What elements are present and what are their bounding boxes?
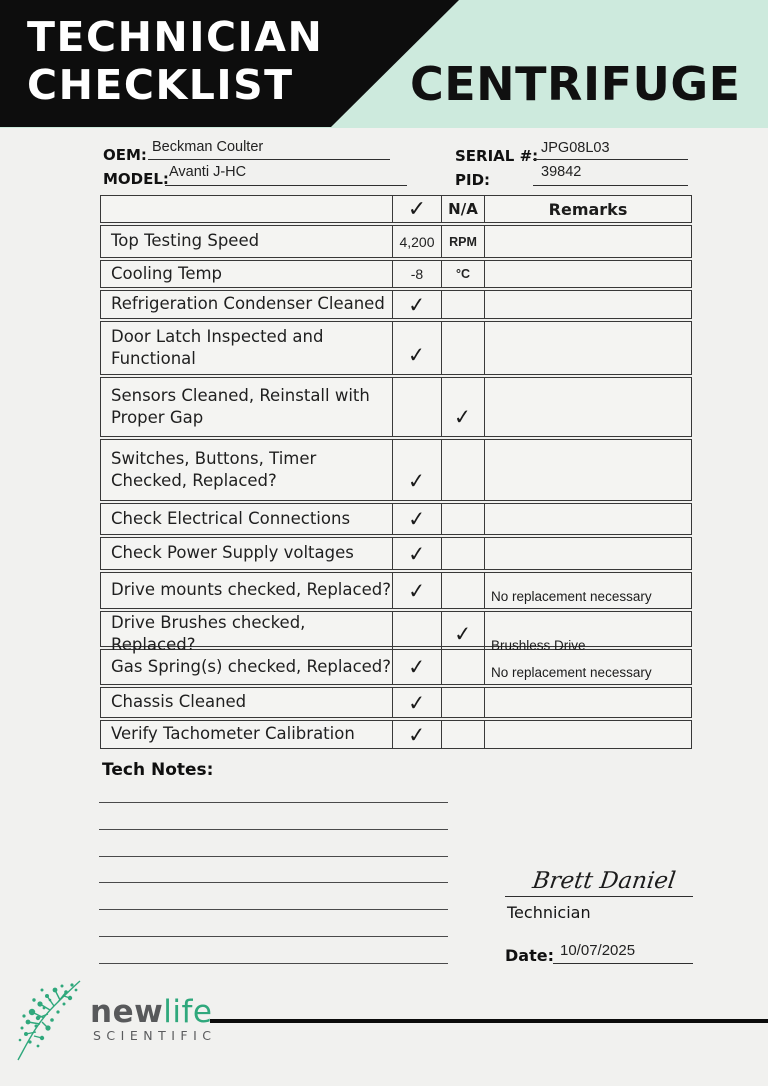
checklist-item-label: Cooling Temp: [101, 261, 393, 287]
checkmark-icon: ✓: [407, 291, 427, 318]
check-cell: [393, 688, 442, 717]
checklist-item-label: Chassis Cleaned: [101, 688, 393, 717]
brand-subtitle: SCIENTIFIC: [93, 1028, 217, 1043]
remarks-header-cell: Remarks: [548, 199, 628, 219]
na-cell: [442, 440, 485, 500]
check-cell: [393, 378, 442, 436]
table-row: [100, 537, 692, 570]
item-header-cell: [101, 196, 393, 222]
na-cell: [442, 261, 485, 287]
table-row: [100, 260, 692, 288]
na-cell: [442, 721, 485, 748]
table-row: [100, 225, 692, 258]
note-blank-line: [99, 909, 448, 910]
leaf-icon: [14, 978, 92, 1062]
check-cell: [393, 538, 442, 569]
table-row: [100, 377, 692, 437]
date-label: Date:: [505, 946, 554, 965]
page-title-line2: CHECKLIST: [27, 61, 294, 109]
remark-cell: [485, 226, 691, 257]
na-cell: [442, 322, 485, 374]
equipment-type-title: CENTRIFUGE: [410, 57, 741, 111]
checklist-item-label: Sensors Cleaned, Reinstall with Proper Gap: [101, 378, 393, 436]
check-cell: [393, 291, 442, 318]
remark-cell: [485, 688, 691, 717]
na-cell: [442, 378, 485, 436]
na-cell: [442, 291, 485, 318]
tech-notes-heading: Tech Notes:: [102, 760, 214, 780]
na-cell: [442, 226, 485, 257]
page-title-line1: TECHNICIAN: [27, 13, 324, 61]
table-row: [100, 503, 692, 535]
na-cell: [442, 688, 485, 717]
model-value: Avanti J-HC: [169, 164, 247, 180]
remark-cell: [485, 504, 691, 534]
remark-cell: Brushless Drive: [491, 637, 586, 653]
check-cell: [393, 721, 442, 748]
remark-cell: [485, 721, 691, 748]
checklist-item-label: Drive Brushes checked, Replaced?: [101, 612, 393, 657]
checkmark-icon: ✓: [407, 540, 427, 567]
brand-name: [90, 994, 212, 1030]
table-row: [100, 611, 692, 655]
checkmark-icon: ✓: [453, 621, 473, 647]
model-label: MODEL:: [103, 170, 169, 188]
checklist-item-label: Door Latch Inspected and Functional: [101, 322, 393, 374]
signature-line: [505, 896, 693, 897]
checklist-item-label: Top Testing Speed: [101, 226, 393, 257]
remark-cell: [485, 261, 691, 287]
remark-cell: [485, 291, 691, 318]
serial-label: SERIAL #:: [455, 147, 539, 165]
note-blank-line: [99, 802, 448, 803]
check-cell: [393, 261, 442, 287]
serial-value: JPG08L03: [541, 140, 610, 156]
checklist-item-label: Refrigeration Condenser Cleaned: [101, 291, 393, 318]
technician-signature: Brett Daniel: [530, 868, 678, 894]
checkmark-icon: ✓: [407, 342, 427, 368]
table-header-row: [100, 195, 692, 223]
na-cell: [442, 504, 485, 534]
measured-value: -8: [410, 266, 424, 282]
brand-name-second: life: [163, 994, 213, 1030]
table-row: [100, 572, 692, 609]
date-line: [553, 963, 693, 964]
check-header-cell: [393, 196, 442, 222]
oem-label: OEM:: [103, 146, 147, 164]
na-cell: [442, 650, 485, 684]
measurement-unit: °C: [455, 267, 471, 281]
remark-cell: No replacement necessary: [491, 665, 652, 680]
checkmark-icon: ✓: [407, 654, 427, 680]
note-blank-line: [99, 963, 448, 964]
checkmark-icon: ✓: [407, 689, 427, 716]
check-cell: [393, 440, 442, 500]
company-logo: [14, 976, 224, 1062]
technician-role-label: Technician: [507, 903, 591, 922]
remark-cell: [485, 440, 691, 500]
check-icon: ✓: [407, 196, 427, 222]
checkmark-icon: ✓: [407, 468, 427, 494]
pid-label: PID:: [455, 171, 491, 189]
check-cell: [393, 322, 442, 374]
checklist-table: [100, 195, 692, 751]
brand-name-first: new: [90, 994, 164, 1030]
remark-cell: No replacement necessary: [491, 589, 652, 604]
note-blank-line: [99, 856, 448, 857]
checklist-item-label: Check Power Supply voltages: [101, 538, 393, 569]
checkmark-icon: ✓: [407, 721, 427, 748]
table-row: [100, 687, 692, 718]
na-cell: [442, 538, 485, 569]
date-value: 10/07/2025: [560, 942, 636, 959]
table-row: [100, 649, 692, 685]
oem-value: Beckman Coulter: [152, 139, 264, 155]
measured-value: 4,200: [399, 233, 435, 250]
checkmark-icon: ✓: [453, 404, 473, 430]
page-title: [27, 13, 323, 109]
checklist-item-label: Check Electrical Connections: [101, 504, 393, 534]
check-cell: [393, 226, 442, 257]
table-row: [100, 439, 692, 501]
checkmark-icon: ✓: [407, 577, 427, 604]
checklist-item-label: Gas Spring(s) checked, Replaced?: [101, 650, 393, 684]
checkmark-icon: ✓: [407, 506, 427, 532]
check-cell: [393, 573, 442, 608]
na-cell: [442, 573, 485, 608]
remark-cell: [485, 538, 691, 569]
pid-value: 39842: [541, 164, 582, 180]
checklist-item-label: Switches, Buttons, Timer Checked, Replaced?: [101, 440, 393, 500]
checklist-item-label: Verify Tachometer Calibration: [101, 721, 393, 748]
remark-cell: [485, 378, 691, 436]
measurement-unit: RPM: [449, 234, 477, 249]
note-blank-line: [99, 882, 448, 883]
check-cell: [393, 650, 442, 684]
table-row: [100, 290, 692, 319]
remark-cell: [485, 322, 691, 374]
footer-divider: [210, 1019, 768, 1023]
table-row: [100, 720, 692, 749]
check-cell: [393, 504, 442, 534]
page-header: [0, 0, 768, 128]
na-header-cell: N/A: [442, 196, 485, 222]
note-blank-line: [99, 936, 448, 937]
table-row: [100, 321, 692, 375]
table-body: [100, 225, 692, 749]
checklist-item-label: Drive mounts checked, Replaced?: [101, 573, 393, 608]
note-blank-line: [99, 829, 448, 830]
